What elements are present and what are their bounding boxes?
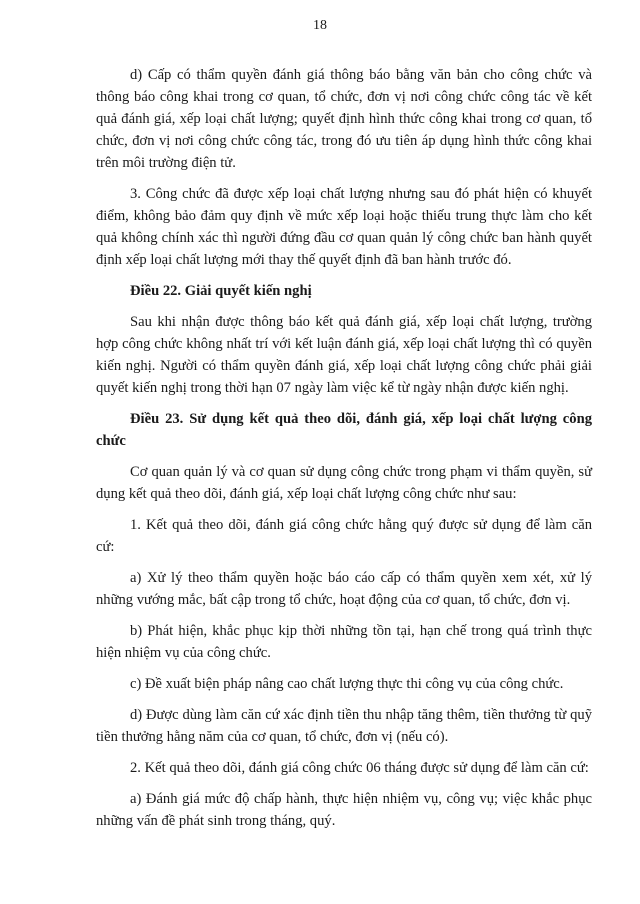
clause-1-quarterly: 1. Kết quả theo dõi, đánh giá công chức hằng quý được sử dụng để làm căn cứ:: [96, 517, 592, 555]
clause-1-a: a) Xử lý theo thẩm quyền hoặc báo cáo cấp có thẩm quyền xem xét, xử lý những vướng mắc, bất cập trong tổ chức, hoạt động của cơ quan, tổ chức, đơn vị.: [96, 570, 592, 608]
article-22-body: Sau khi nhận được thông báo kết quả đánh giá, xếp loại chất lượng, trường hợp công chức không nhất trí với kết luận đánh giá, xếp loại chất lượng thì có quyền kiến nghị. Người có thẩm quyền đánh giá, xếp loại chất lượng công chức phải giải quyết kiến nghị trong thời hạn 07 ngày làm việc kể từ ngày nhận được kiến nghị.: [96, 314, 592, 396]
clause-1-d: d) Được dùng làm căn cứ xác định tiền thu nhập tăng thêm, tiền thưởng từ quỹ tiền thưởng hằng năm của cơ quan, tổ chức, đơn vị (nếu có).: [96, 707, 592, 745]
paragraph-3-reclassification: 3. Công chức đã được xếp loại chất lượng nhưng sau đó phát hiện có khuyết điểm, không bảo đảm quy định về mức xếp loại hoặc thiếu trung thực làm cho kết quả không chính xác thì người đứng đầu cơ quan quản lý công chức ban hành quyết định xếp loại chất lượng mới thay thế quyết định đã ban hành trước đó.: [96, 186, 592, 268]
article-22-heading: Điều 22. Giải quyết kiến nghị: [130, 283, 312, 299]
clause-1-c: c) Đề xuất biện pháp nâng cao chất lượng thực thi công vụ của công chức.: [130, 676, 564, 692]
paragraph-d-notification: d) Cấp có thẩm quyền đánh giá thông báo bằng văn bản cho công chức và thông báo công khai trong cơ quan, tổ chức, đơn vị nơi công chức công tác về kết quả đánh giá, xếp loại chất lượng; quyết định hình thức công khai trong cơ quan, tổ chức, đơn vị nơi công chức công tác, trong đó ưu tiên áp dụng hình thức công khai trên môi trường điện tử.: [96, 67, 592, 171]
article-23-heading: Điều 23. Sử dụng kết quả theo dõi, đánh giá, xếp loại chất lượng công chức: [96, 411, 592, 449]
clause-2-six-months: 2. Kết quả theo dõi, đánh giá công chức 06 tháng được sử dụng để làm căn cứ:: [130, 760, 589, 776]
clause-1-b: b) Phát hiện, khắc phục kịp thời những tồn tại, hạn chế trong quá trình thực hiện nhiệm vụ của công chức.: [96, 623, 592, 661]
clause-2-a: a) Đánh giá mức độ chấp hành, thực hiện nhiệm vụ, công vụ; việc khắc phục những vấn đề phát sinh trong tháng, quý.: [96, 791, 592, 829]
page-body: [96, 64, 592, 841]
article-23-intro: Cơ quan quản lý và cơ quan sử dụng công chức trong phạm vi thẩm quyền, sử dụng kết quả theo dõi, đánh giá, xếp loại chất lượng công chức như sau:: [96, 464, 592, 502]
page-number: 18: [313, 18, 327, 33]
